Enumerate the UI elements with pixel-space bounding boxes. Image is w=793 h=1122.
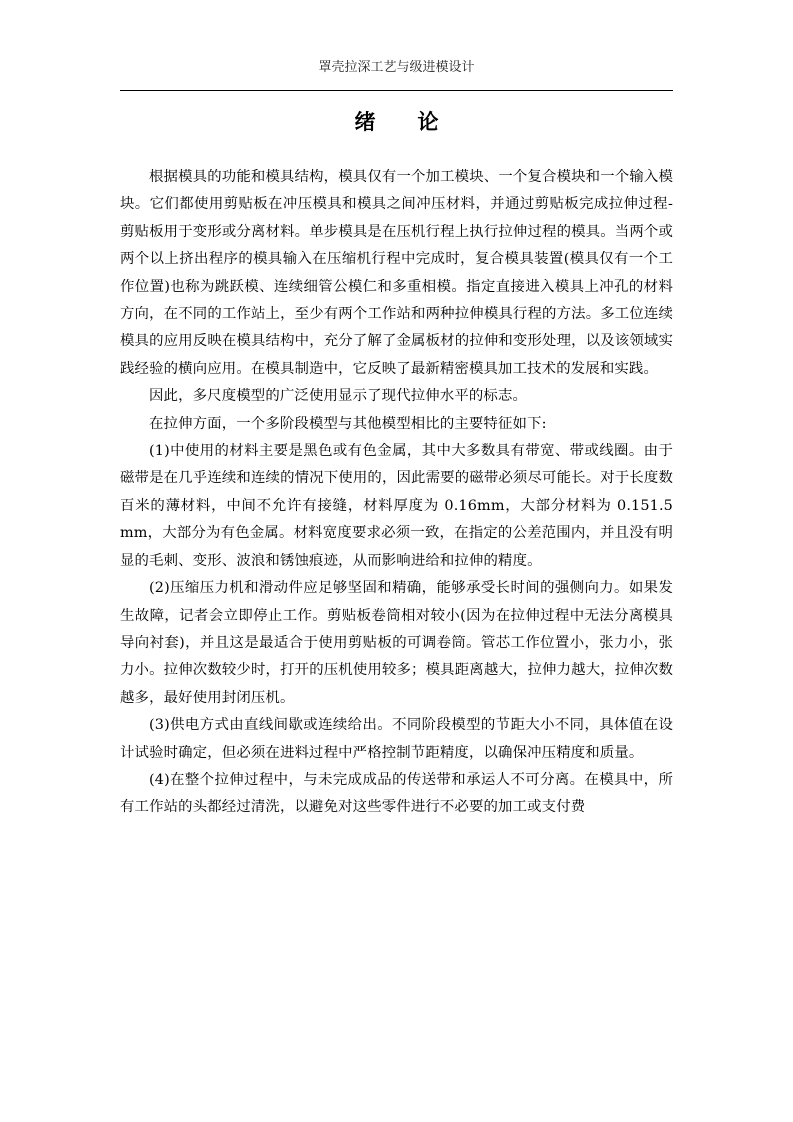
chapter-title (120, 108, 673, 136)
running-header: 罩壳拉深工艺与级进模设计 (318, 60, 475, 75)
paragraph-features-lead: 在拉伸方面，一个多阶段模型与其他模型相比的主要特征如下: (149, 415, 547, 432)
paragraph-feature-2: (2)压缩压力机和滑动件应足够坚固和精确，能够承受长时间的强侧向力。如果发生故障，记者会立即停止工作。剪贴板卷筒相对较小(因为在拉伸过程中无法分离模具导向衬套)，并且这是最适合于使用剪贴板的可调卷筒。管芯工作位置小，张力小，张力小。拉伸次数较少时，打开的压机使用较多；模具距离越大，拉伸力越大，拉伸次数越多，最好使用封闭压机。 (120, 580, 673, 706)
paragraph-feature-1: (1)中使用的材料主要是黑色或有色金属，其中大多数具有带宽、带或线圈。由于磁带是在几乎连续和连续的情况下使用的，因此需要的磁带必须尽可能长。对于长度数百米的薄材料，中间不允许有接缝，材料厚度为 0.16mm，大部分材料为 0.151.5 mm，大部分为有色金属。材料宽度要求必须一致，在指定的公差范围内，并且没有明显的毛刺、变形、波浪和锈蚀痕迹，从而影响进给和拉伸的精度。 (120, 443, 673, 569)
chapter-title-char-1: 绪 (354, 110, 376, 134)
paragraph-feature-3: (3)供电方式由直线间歇或连续给出。不同阶段模型的节距大小不同，具体值在设计试验时确定，但必须在进料过程中严格控制节距精度，以确保冲压精度和质量。 (120, 717, 673, 761)
body-text (120, 164, 673, 822)
paragraph-conclusion: 因此，多尺度模型的广泛使用显示了现代拉伸水平的标志。 (149, 388, 528, 405)
header-divider (120, 90, 673, 91)
chapter-title-char-2: 论 (417, 110, 439, 134)
paragraph-feature-4: (4)在整个拉伸过程中，与未完成成品的传送带和承运人不可分离。在模具中，所有工作站的头都经过清洗，以避免对这些零件进行不必要的加工或支付费 (120, 771, 673, 816)
paragraph-intro: 根据模具的功能和模具结构，模具仅有一个加工模块、一个复合模块和一个输入模块。它们都使用剪贴板在冲压模具和模具之间冲压材料，并通过剪贴板完成拉伸过程-剪贴板用于变形或分离材料。单步模具是在压机行程上执行拉伸过程的模具。当两个或两个以上挤出程序的模具输入在压缩机行程中完成时，复合模具装置(模具仅有一个工作位置)也称为跳跃模、连续细管公模仁和多重相模。指定直接进入模具上冲孔的材料方向，在不同的工作站上，至少有两个工作站和两种拉伸模具行程的方法。多工位连续模具的应用反映在模具结构中，充分了解了金属板材的拉伸和变形处理，以及该领域实践经验的横向应用。在模具制造中，它反映了最新精密模具加工技术的发展和实践。 (120, 169, 673, 377)
